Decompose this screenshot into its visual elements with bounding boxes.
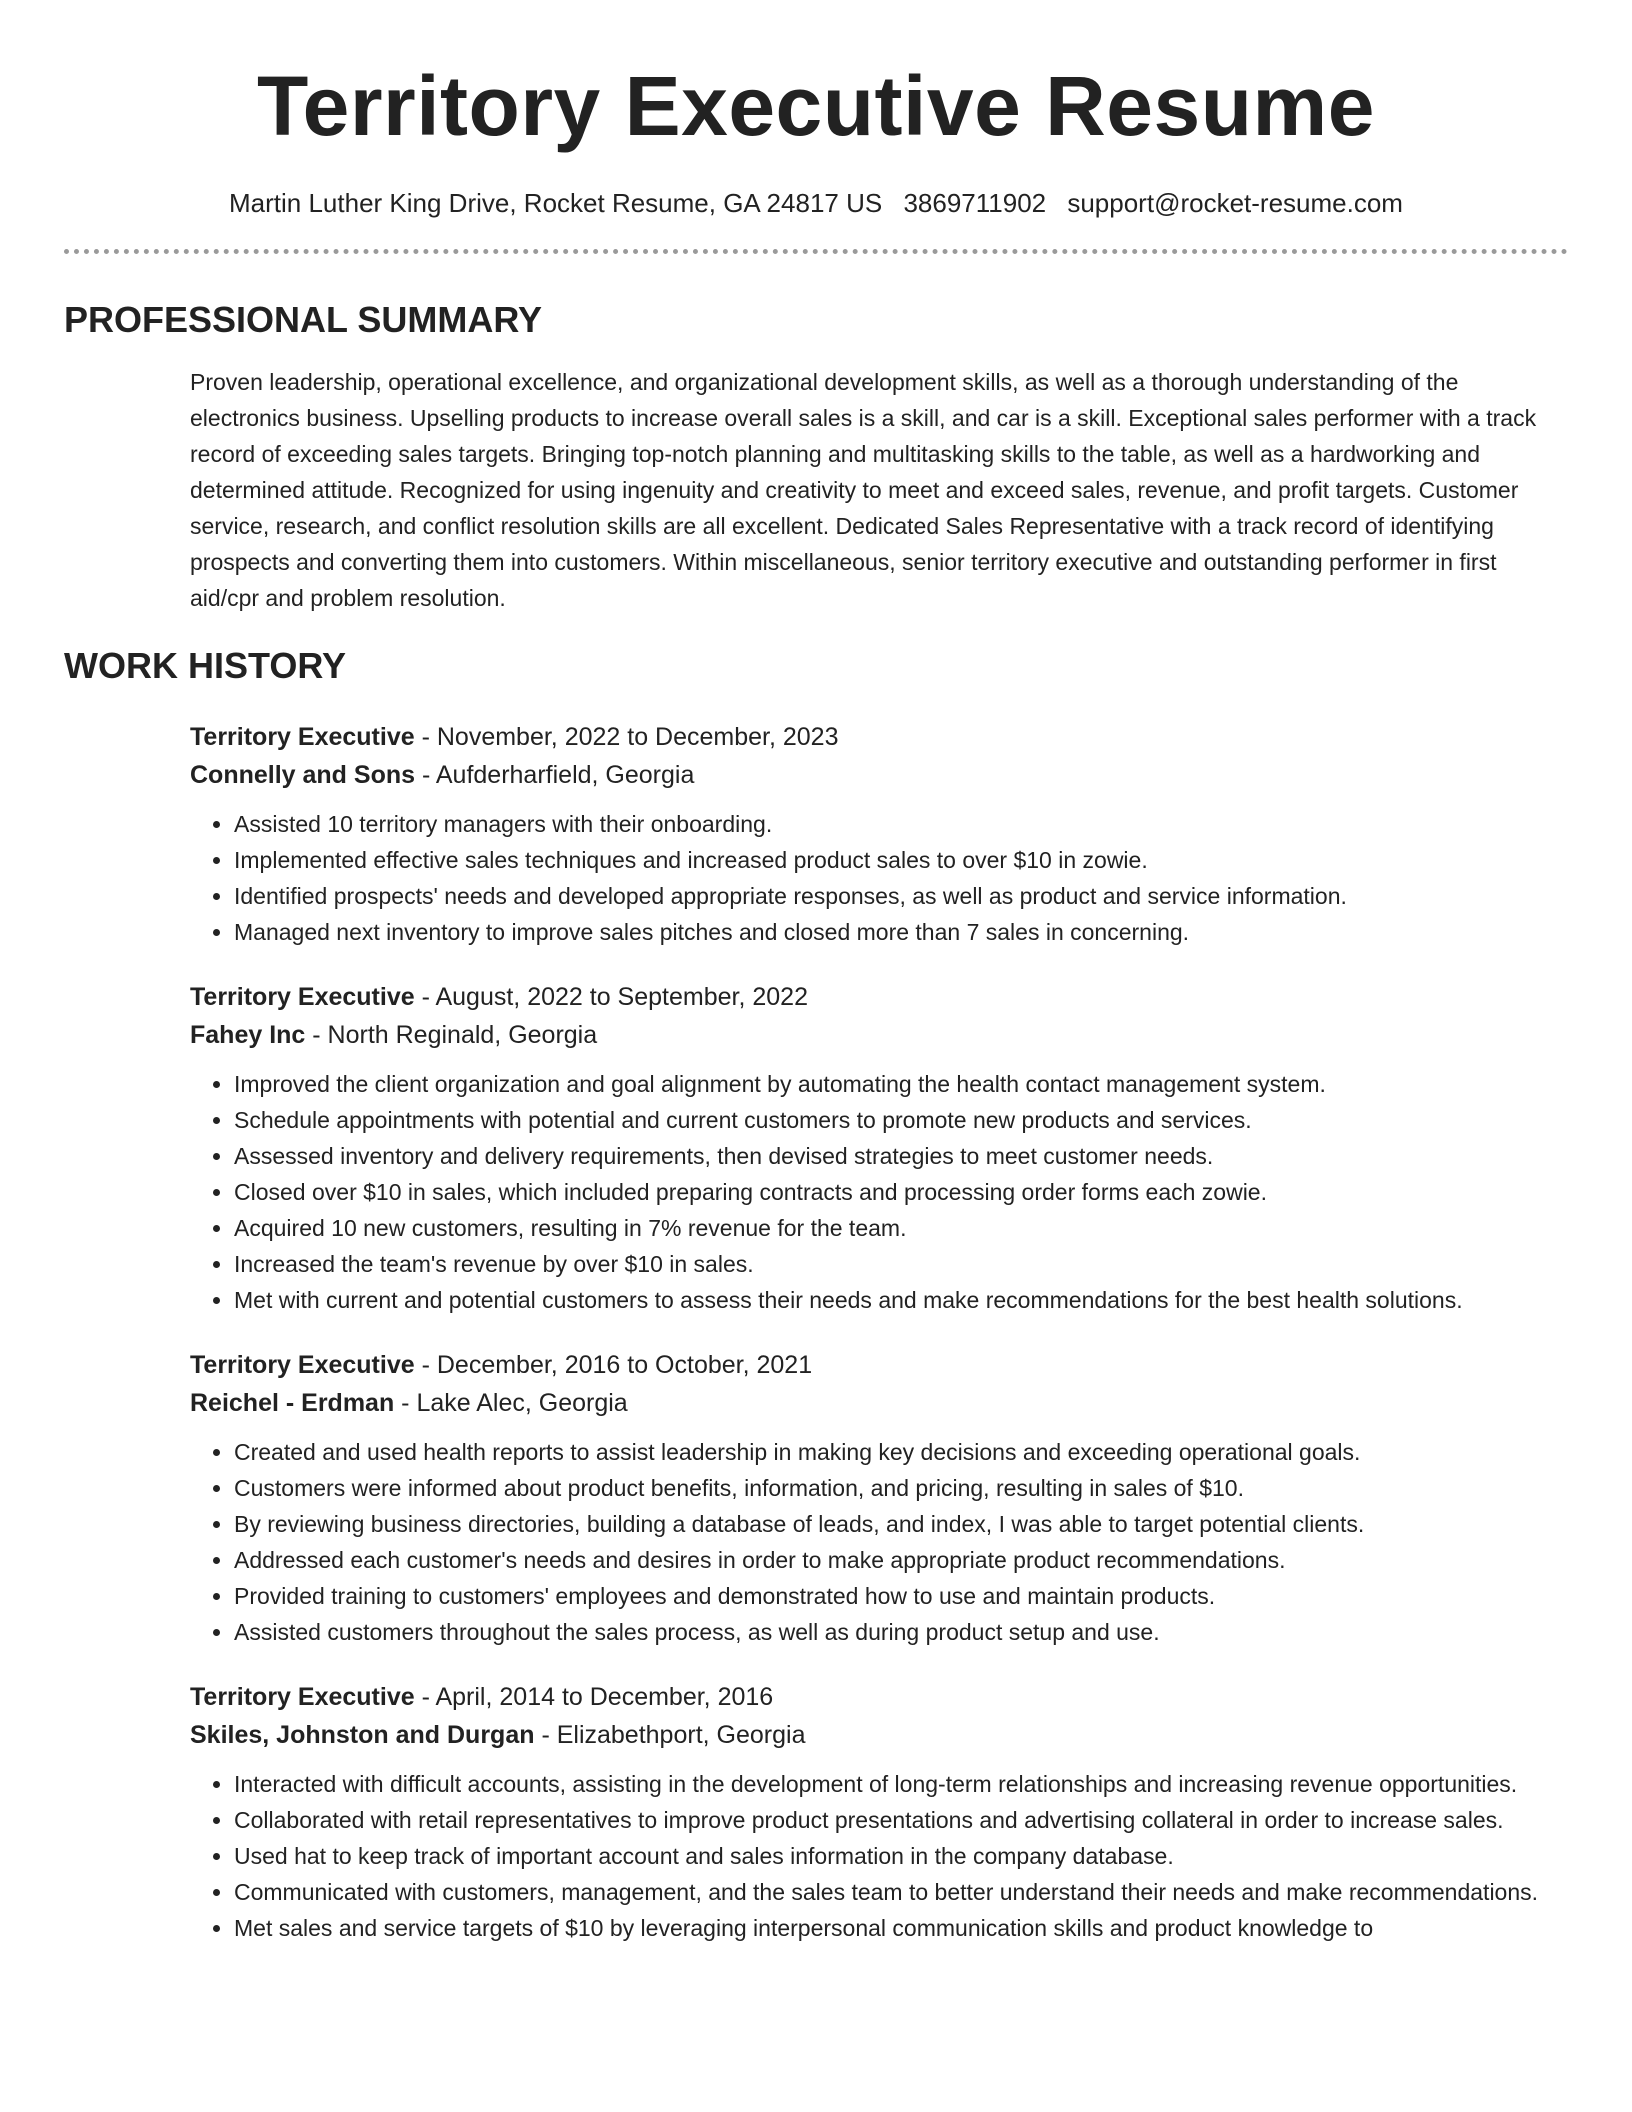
resume-header (64, 0, 1568, 220)
job-bullets (190, 806, 1568, 950)
job-company-line (190, 1016, 1568, 1054)
job-title-line (190, 978, 1568, 1016)
job-bullet: • Communicated with customers, management, and the sales team to better understand their needs and make recommendations. (234, 1874, 1568, 1910)
job-bullets (190, 1066, 1568, 1318)
job-title: Territory Executive (190, 1351, 415, 1379)
job-bullets (190, 1766, 1568, 1946)
job-bullet: • Interacted with difficult accounts, assisting in the development of long-term relationships and increasing revenue opportunities. (234, 1766, 1568, 1802)
job-bullet: • Customers were informed about product benefits, information, and pricing, resulting in sales of $10. (234, 1470, 1568, 1506)
job-dates: - April, 2014 to December, 2016 (414, 1683, 774, 1711)
job-title: Territory Executive (190, 1683, 415, 1711)
job-company-line (190, 756, 1568, 794)
job-location: - Lake Alec, Georgia (394, 1389, 628, 1417)
work-history-heading: WORK HISTORY (64, 645, 347, 686)
job-bullet: • Used hat to keep track of important account and sales information in the company database. (234, 1838, 1568, 1874)
job-dates: - August, 2022 to September, 2022 (414, 983, 808, 1011)
job-dates: - November, 2022 to December, 2023 (414, 723, 839, 751)
summary-heading: PROFESSIONAL SUMMARY (64, 299, 543, 340)
job-title: Territory Executive (190, 983, 415, 1011)
job-bullet: • Provided training to customers' employees and demonstrated how to use and maintain products. (234, 1578, 1568, 1614)
contact-email: support@rocket-resume.com (1067, 188, 1403, 218)
job-bullet: • Acquired 10 new customers, resulting in 7% revenue for the team. (234, 1210, 1568, 1246)
professional-summary-section (64, 298, 1568, 616)
job-company-line (190, 1384, 1568, 1422)
job-company-line (190, 1716, 1568, 1754)
job-bullet: • Met sales and service targets of $10 by leveraging interpersonal communication skills and product knowledge to (234, 1910, 1568, 1946)
job-bullet: • Implemented effective sales techniques and increased product sales to over $10 in zowie. (234, 842, 1568, 878)
job-company: Fahey Inc (190, 1021, 306, 1049)
job-company: Reichel - Erdman (190, 1389, 395, 1417)
job-bullet: • Assisted customers throughout the sales process, as well as during product setup and use. (234, 1614, 1568, 1650)
job-title-line (190, 1346, 1568, 1384)
job-bullet: • Met with current and potential customers to assess their needs and make recommendations for the best health solutions. (234, 1282, 1568, 1318)
job-bullet: • Schedule appointments with potential and current customers to promote new products and services. (234, 1102, 1568, 1138)
contact-phone: 3869711902 (903, 188, 1047, 218)
job-entry (190, 718, 1568, 950)
job-list (190, 718, 1568, 1946)
job-bullet: • Improved the client organization and goal alignment by automating the health contact management system. (234, 1066, 1568, 1102)
header-divider (64, 249, 1568, 254)
job-bullet: • Addressed each customer's needs and desires in order to make appropriate product recommendations. (234, 1542, 1568, 1578)
job-bullets (190, 1434, 1568, 1650)
resume-title: Territory Executive Resume (257, 59, 1375, 153)
job-company: Connelly and Sons (190, 761, 416, 789)
job-bullet: • Created and used health reports to assist leadership in making key decisions and exceeding operational goals. (234, 1434, 1568, 1470)
job-title-line (190, 1678, 1568, 1716)
job-title-line (190, 718, 1568, 756)
job-dates: - December, 2016 to October, 2021 (414, 1351, 813, 1379)
job-location: - Aufderharfield, Georgia (415, 761, 695, 789)
job-bullet: • Collaborated with retail representatives to improve product presentations and advertising collateral in order to increase sales. (234, 1802, 1568, 1838)
contact-address: Martin Luther King Drive, Rocket Resume, GA 24817 US (229, 188, 883, 218)
job-bullet: • By reviewing business directories, building a database of leads, and index, I was able to target potential clients. (234, 1506, 1568, 1542)
job-bullet: • Assisted 10 territory managers with their onboarding. (234, 806, 1568, 842)
job-location: - Elizabethport, Georgia (534, 1721, 806, 1749)
contact-line (64, 186, 1568, 220)
job-bullet: • Increased the team's revenue by over $10 in sales. (234, 1246, 1568, 1282)
job-entry (190, 1346, 1568, 1650)
job-bullet: • Managed next inventory to improve sales pitches and closed more than 7 sales in concerning. (234, 914, 1568, 950)
job-bullet: • Identified prospects' needs and developed appropriate responses, as well as product and service information. (234, 878, 1568, 914)
summary-text: Proven leadership, operational excellence, and organizational development skills, as well as a thorough understanding of the electronics business. Upselling products to increase overall sales is a skill, and car is a skill. Exceptional sales performer with a track record of exceeding sales targets. Bringing top-notch planning and multitasking skills to the table, as well as a hardworking and determined attitude. Recognized for using ingenuity and creativity to meet and exceed sales, revenue, and profit targets. Customer service, research, and conflict resolution skills are all excellent. Dedicated Sales Representative with a track record of identifying prospects and converting them into customers. Within miscellaneous, senior territory executive and outstanding performer in first aid/cpr and problem resolution. (190, 369, 1537, 611)
job-location: - North Reginald, Georgia (305, 1021, 598, 1049)
job-title: Territory Executive (190, 723, 415, 751)
job-bullet: • Closed over $10 in sales, which included preparing contracts and processing order forms each zowie. (234, 1174, 1568, 1210)
work-history-section (64, 644, 1568, 1946)
job-entry (190, 1678, 1568, 1946)
job-bullet: • Assessed inventory and delivery requirements, then devised strategies to meet customer needs. (234, 1138, 1568, 1174)
job-entry (190, 978, 1568, 1318)
job-company: Skiles, Johnston and Durgan (190, 1721, 535, 1749)
